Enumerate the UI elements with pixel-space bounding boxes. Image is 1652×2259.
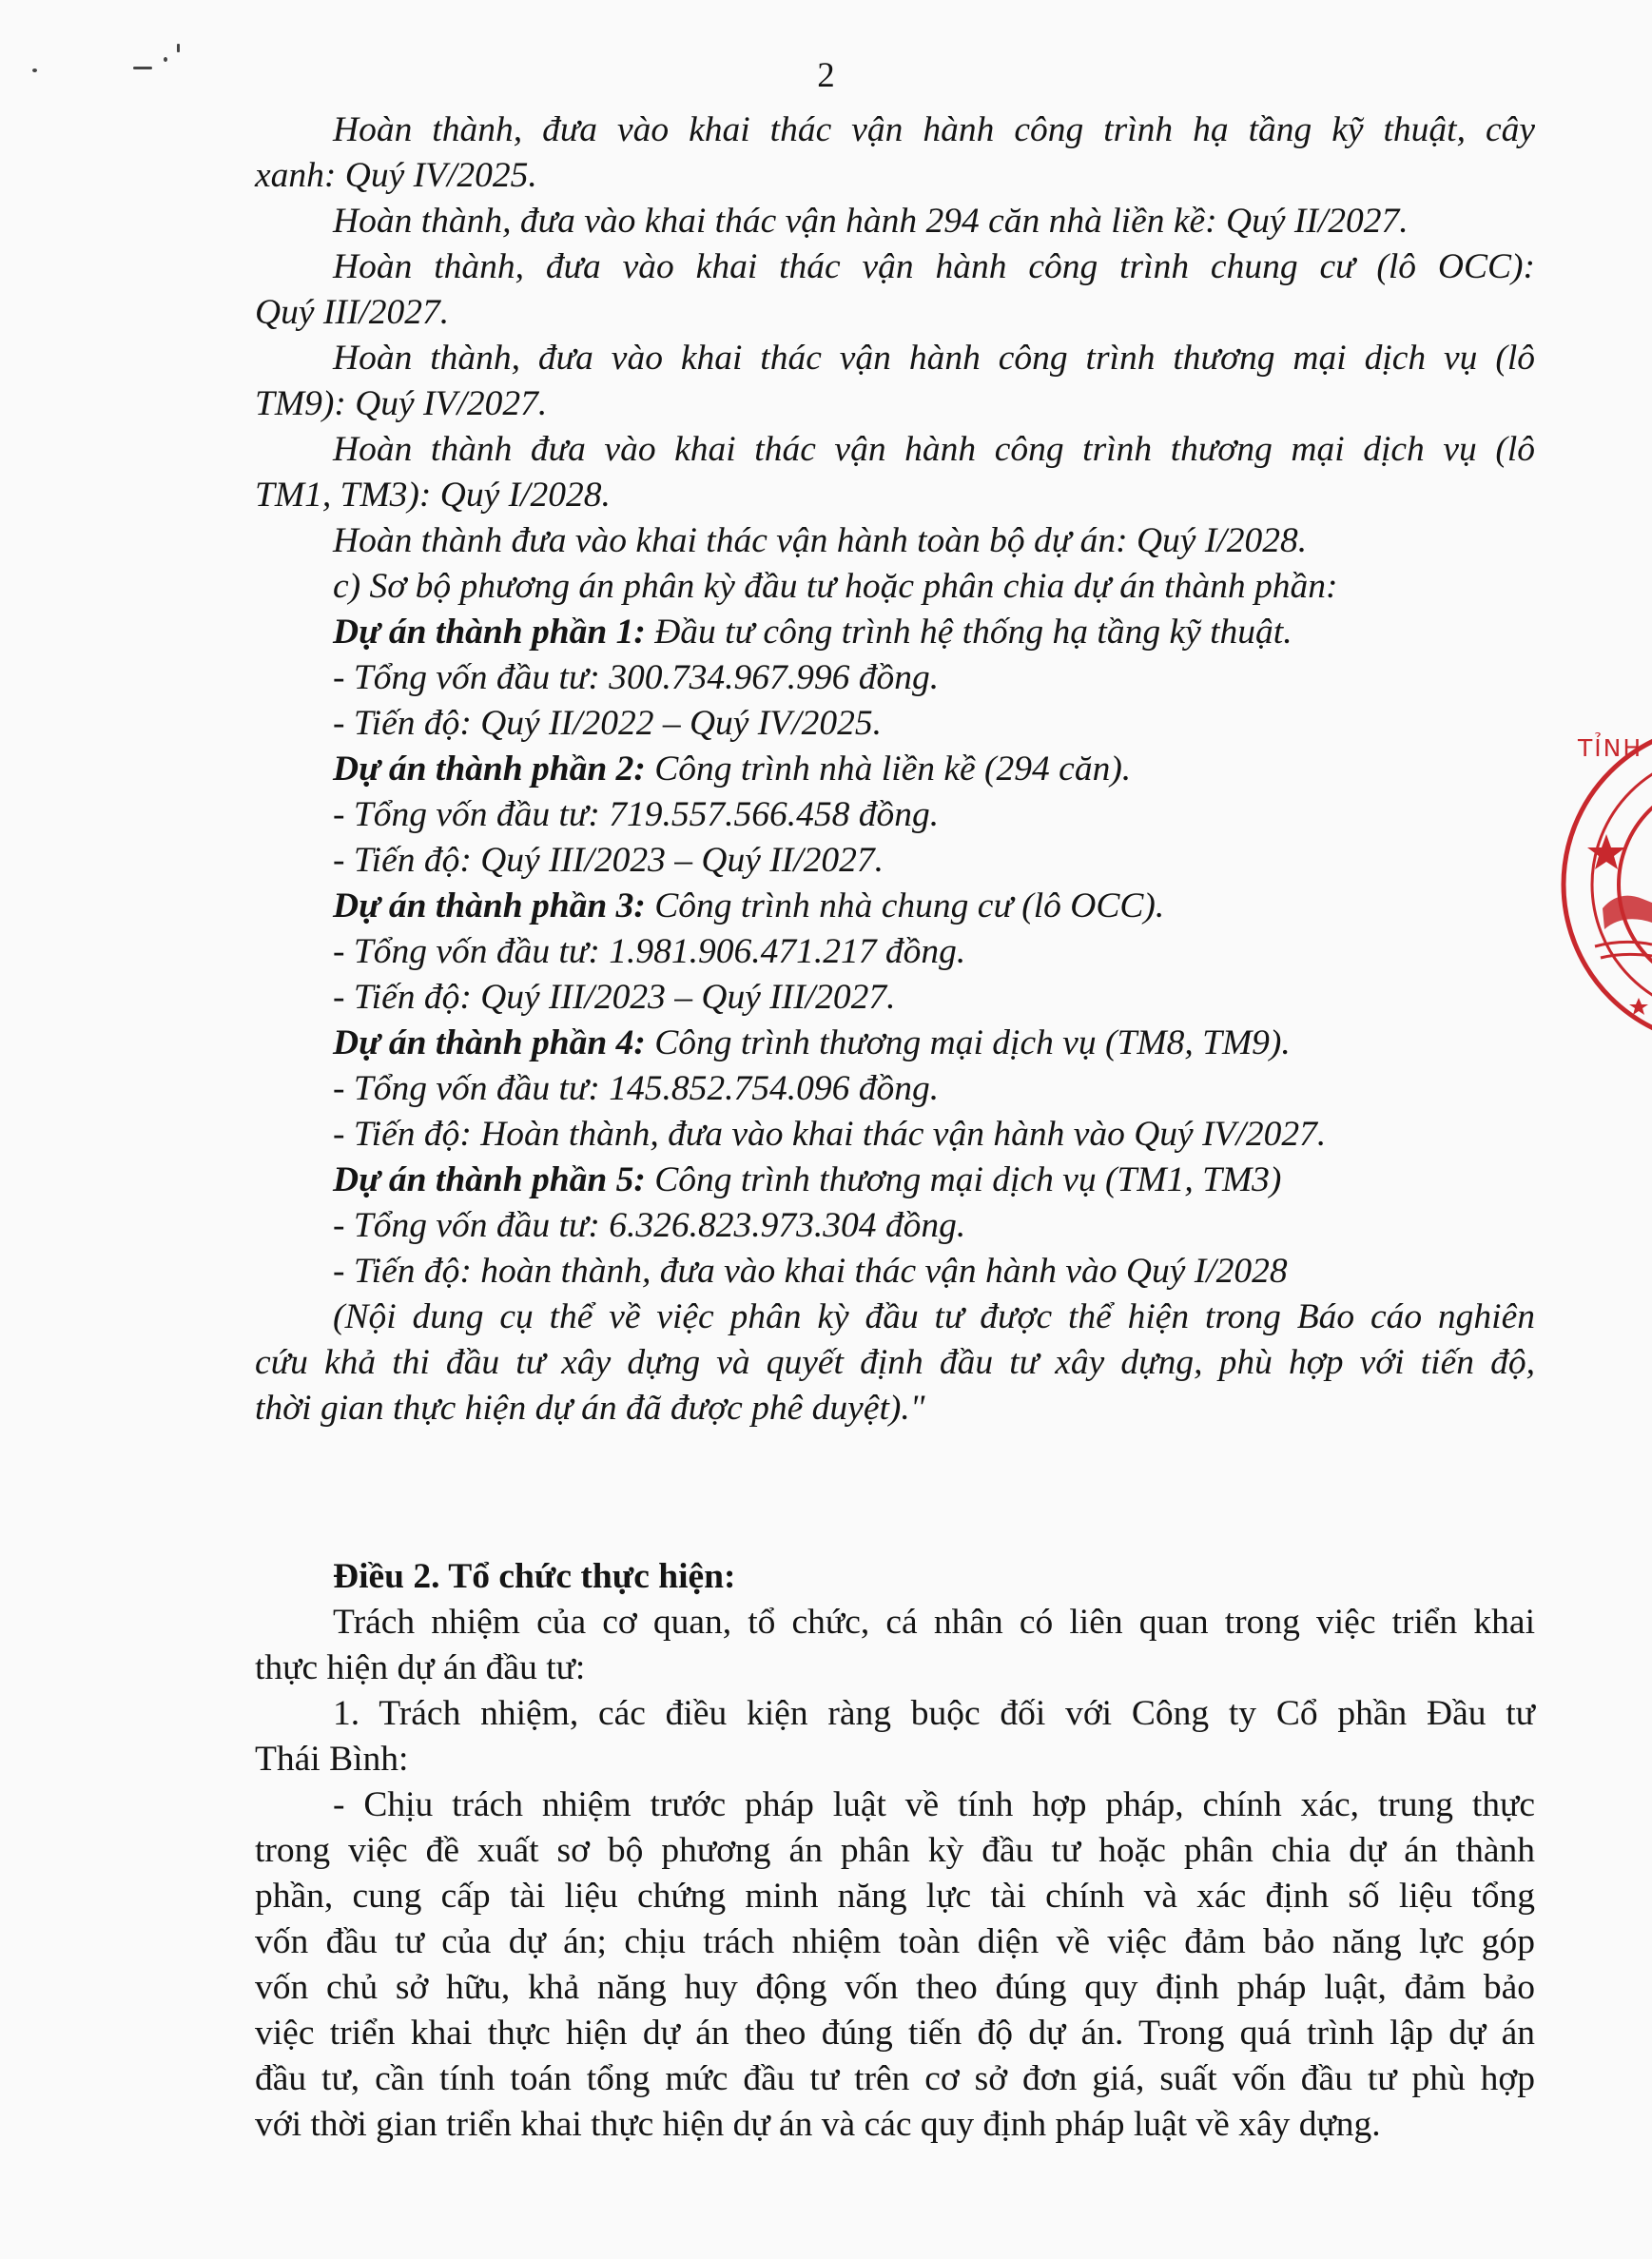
component-project-3 — [255, 884, 1535, 929]
component-desc: Công trình thương mại dịch vụ (TM8, TM9). — [654, 1023, 1291, 1062]
schedule-line-cont: Quý III/2027. — [255, 293, 450, 332]
article-2-intro-cont: thực hiện dự án đầu tư: — [255, 1648, 586, 1687]
item-1: 1. Trách nhiệm, các điều kiện ràng buộc đối với Công ty Cổ phần Đầu tư — [333, 1694, 1535, 1733]
component-capital: - Tổng vốn đầu tư: 300.734.967.996 đồng. — [333, 658, 940, 697]
component-desc: Đầu tư công trình hệ thống hạ tầng kỹ thuật. — [654, 613, 1292, 652]
body-line: việc triển khai thực hiện dự án theo đúng tiến độ dự án. Trong quá trình lập dự án — [255, 2014, 1535, 2053]
component-desc: Công trình nhà liền kề (294 căn). — [654, 750, 1132, 789]
component-schedule: - Tiến độ: Hoàn thành, đưa vào khai thác vận hành vào Quý IV/2027. — [333, 1115, 1327, 1154]
page-number: 2 — [817, 56, 835, 95]
official-seal — [1547, 718, 1652, 1051]
body-line: vốn đầu tư của dự án; chịu trách nhiệm toàn diện về việc đảm bảo năng lực góp — [255, 1922, 1535, 1961]
component-schedule: - Tiến độ: Quý III/2023 – Quý III/2027. — [333, 978, 896, 1017]
component-schedule: - Tiến độ: hoàn thành, đưa vào khai thác vận hành vào Quý I/2028 — [333, 1252, 1288, 1291]
seal-text: TỈNH — [1578, 734, 1643, 762]
component-capital: - Tổng vốn đầu tư: 719.557.566.458 đồng. — [333, 795, 940, 834]
component-desc: Công trình nhà chung cư (lô OCC). — [654, 886, 1165, 925]
small-star-icon — [1629, 998, 1648, 1015]
body-line: vốn chủ sở hữu, khả năng huy động vốn theo đúng quy định pháp luật, đảm bảo — [255, 1968, 1535, 2007]
component-desc: Công trình thương mại dịch vụ (TM1, TM3) — [654, 1160, 1282, 1199]
component-schedule: - Tiến độ: Quý III/2023 – Quý II/2027. — [333, 841, 884, 880]
schedule-section — [255, 107, 1535, 1431]
schedule-line: Hoàn thành đưa vào khai thác vận hành toàn bộ dự án: Quý I/2028. — [333, 521, 1308, 560]
body-line: đầu tư, cần tính toán tổng mức đầu tư trên cơ sở đơn giá, suất vốn đầu tư phù hợp — [255, 2059, 1535, 2098]
note-line: (Nội dung cụ thể về việc phân kỳ đầu tư được thể hiện trong Báo cáo nghiên — [333, 1297, 1535, 1336]
body-line: - Chịu trách nhiệm trước pháp luật về tính hợp pháp, chính xác, trung thực — [333, 1785, 1535, 1824]
body-line: trong việc đề xuất sơ bộ phương án phân kỳ đầu tư hoặc phân chia dự án thành — [255, 1831, 1535, 1870]
component-project-5 — [255, 1158, 1535, 1203]
component-capital: - Tổng vốn đầu tư: 145.852.754.096 đồng. — [333, 1069, 940, 1108]
component-label: Dự án thành phần 1: — [333, 613, 646, 652]
seal-graphic — [1547, 718, 1652, 1051]
component-label: Dự án thành phần 5: — [333, 1160, 646, 1199]
component-label: Dự án thành phần 2: — [333, 750, 646, 789]
component-label: Dự án thành phần 3: — [333, 886, 646, 925]
component-label: Dự án thành phần 4: — [333, 1023, 646, 1062]
schedule-line: Hoàn thành, đưa vào khai thác vận hành 294 căn nhà liền kề: Quý II/2027. — [333, 202, 1409, 241]
schedule-line: Hoàn thành, đưa vào khai thác vận hành công trình chung cư (lô OCC): — [333, 247, 1535, 286]
body-line: phần, cung cấp tài liệu chứng minh năng lực tài chính và xác định số liệu tổng — [255, 1877, 1535, 1916]
article-2-intro: Trách nhiệm của cơ quan, tổ chức, cá nhân có liên quan trong việc triển khai — [333, 1603, 1535, 1642]
article-2-heading: Điều 2. Tổ chức thực hiện: — [333, 1557, 736, 1596]
schedule-line-cont: TM1, TM3): Quý I/2028. — [255, 476, 611, 515]
phasing-heading: c) Sơ bộ phương án phân kỳ đầu tư hoặc phân chia dự án thành phần: — [333, 567, 1338, 606]
schedule-line: Hoàn thành, đưa vào khai thác vận hành công trình thương mại dịch vụ (lô — [333, 339, 1535, 378]
item-1-cont: Thái Bình: — [255, 1740, 409, 1779]
component-project-2 — [255, 747, 1535, 792]
note-line: thời gian thực hiện dự án đã được phê duyệt)." — [255, 1389, 925, 1428]
component-schedule: - Tiến độ: Quý II/2022 – Quý IV/2025. — [333, 704, 882, 743]
schedule-line-cont: xanh: Quý IV/2025. — [255, 156, 537, 195]
note-line: cứu khả thi đầu tư xây dựng và quyết định đầu tư xây dựng, phù hợp với tiến độ, — [255, 1343, 1535, 1382]
schedule-line: Hoàn thành, đưa vào khai thác vận hành công trình hạ tầng kỹ thuật, cây — [333, 110, 1535, 149]
article-2-section — [255, 1554, 1535, 2148]
component-capital: - Tổng vốn đầu tư: 6.326.823.973.304 đồng. — [333, 1206, 966, 1245]
component-project-4 — [255, 1021, 1535, 1066]
component-capital: - Tổng vốn đầu tư: 1.981.906.471.217 đồng. — [333, 932, 966, 971]
component-project-1 — [255, 610, 1535, 655]
body-line: với thời gian triển khai thực hiện dự án và các quy định pháp luật về xây dựng. — [255, 2105, 1381, 2144]
schedule-line: Hoàn thành đưa vào khai thác vận hành công trình thương mại dịch vụ (lô — [333, 430, 1535, 469]
schedule-line-cont: TM9): Quý IV/2027. — [255, 384, 548, 423]
